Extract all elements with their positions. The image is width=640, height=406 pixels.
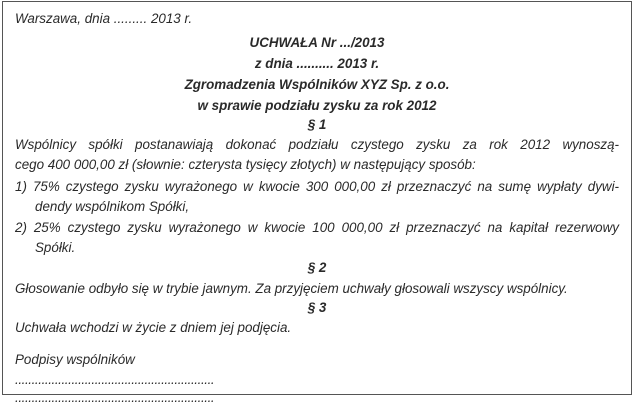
signature-line-2: ............................................................ xyxy=(15,390,215,405)
resolution-date: z dnia .......... 2013 r. xyxy=(254,56,380,71)
section-1-intro-line-2: cego 400 000,00 zł (słownie: czterysta tysięcy złotych) w następujący sposób: xyxy=(15,157,476,172)
resolution-document xyxy=(2,1,632,405)
section-1-item-1-line-1: 1) 75% czystego zysku wyrażonego w kwocie 300 000,00 zł przeznaczyć na sumę wypłaty dywi- xyxy=(15,179,619,194)
section-1-symbol: § 1 xyxy=(307,117,327,132)
section-2-text: Głosowanie odbyło się w trybie jawnym. Za przyjęciem uchwały głosowali wszyscy wspólnicy. xyxy=(15,281,568,296)
resolution-subject: w sprawie podziału zysku za rok 2012 xyxy=(197,98,437,113)
section-1-item-1-line-2: dendy wspólnikom Spółki, xyxy=(35,199,190,214)
resolution-title: UCHWAŁA Nr .../2013 xyxy=(249,35,385,50)
section-3-text: Uchwała wchodzi w życie z dniem jej podjęcia. xyxy=(15,320,292,335)
section-1-item-2-line-1: 2) 25% czystego zysku wyrażonego w kwocie 100 000,00 zł przeznaczyć na kapitał rezerwowy xyxy=(15,220,619,235)
place-date: Warszawa, dnia ......... 2013 r. xyxy=(15,11,193,26)
section-1-item-2-line-2: Spółki. xyxy=(35,240,76,255)
section-1-intro-line-1: Wspólnicy spółki postanawiają dokonać podziału czystego zysku za rok 2012 wynoszą- xyxy=(15,137,619,152)
resolution-body: Zgromadzenia Wspólników XYZ Sp. z o.o. xyxy=(184,77,450,92)
signatures-label: Podpisy wspólników xyxy=(15,352,135,367)
section-2-symbol: § 2 xyxy=(307,260,327,275)
section-3-symbol: § 3 xyxy=(307,300,327,315)
signature-line-1: ............................................................ xyxy=(15,372,215,387)
